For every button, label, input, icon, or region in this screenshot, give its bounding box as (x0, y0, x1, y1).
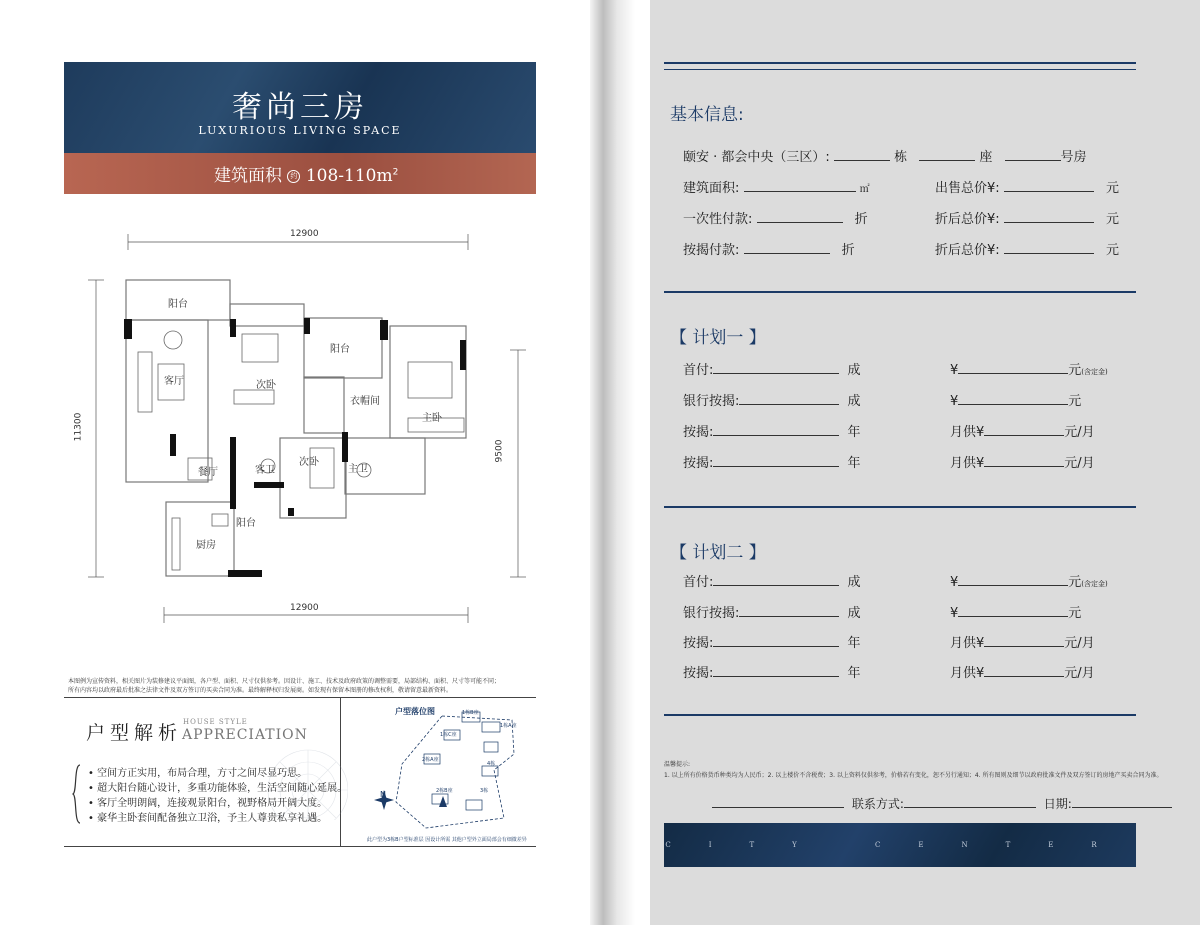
loan-label: 按揭: (683, 636, 714, 651)
basic-info-title: 基本信息: (670, 105, 744, 125)
plan-1-bank-amount-row (950, 390, 1081, 409)
decorative-compass-rose-icon (238, 730, 348, 820)
discount-unit: 折 (841, 243, 855, 258)
plan-2-down-field[interactable] (713, 575, 839, 586)
year-unit: 年 (847, 636, 861, 651)
building-field[interactable] (834, 150, 890, 161)
plan-2-bank-amount-field[interactable] (958, 606, 1068, 617)
area-approx-icon: 约 (287, 170, 300, 183)
unit-subtitle: LUXURIOUS LIVING SPACE (198, 124, 402, 137)
contact-label: 联系方式: (851, 797, 904, 811)
plan-1-title: 【 计划一 】 (670, 328, 766, 348)
plan-1-bank-amount-field[interactable] (958, 394, 1068, 405)
site-building: 3栋 (480, 788, 489, 794)
book-spine (590, 0, 650, 925)
plan-1-loan-row-1 (683, 421, 861, 440)
room-guest-bath: 客卫 (255, 465, 275, 476)
floorplan (60, 222, 540, 642)
analysis-en-large: APPRECIATION (182, 727, 308, 743)
year-unit: 年 (847, 425, 861, 440)
area-unit: ㎡ (859, 184, 870, 195)
plan-2-monthly-field-1[interactable] (984, 636, 1064, 647)
monthly-label: 月供¥ (950, 636, 985, 651)
analysis-en-small: HOUSE STYLE (183, 718, 248, 726)
basic-row-after-total-2 (935, 239, 1119, 258)
plan-2-monthly-field-2[interactable] (984, 666, 1064, 677)
basic-row-one-time (683, 208, 868, 227)
cheng-unit: 成 (847, 363, 861, 378)
plan-2-bank-field[interactable] (739, 606, 839, 617)
section-rule (664, 291, 1136, 293)
yen-sign: ¥ (950, 606, 959, 621)
room-unit: 号房 (1060, 150, 1087, 165)
analysis-title: 户型解析 (86, 722, 183, 744)
area-unit-sup: 2 (392, 167, 399, 178)
room-master-bath: 主卫 (348, 464, 368, 475)
disclaimer-line-2: 所有内容均以政府最后批准之法律文件及双方签订的买卖合同为准。最终解释权归发展商。如发现有保留本图册的修改权利，敬请留意最新资料。 (68, 687, 453, 694)
plan-2-loan-field-1[interactable] (713, 636, 839, 647)
mortgage-label: 按揭付款: (683, 243, 740, 258)
after-total-label: 折后总价¥: (935, 243, 1000, 258)
plan-1-down-row (683, 359, 861, 378)
deposit-note: (含定金) (1081, 368, 1108, 376)
monthly-label: 月供¥ (950, 666, 985, 681)
seat-field[interactable] (919, 150, 975, 161)
after-total-field-1[interactable] (1004, 212, 1094, 223)
tips-text: 1. 以上所有价格货币种类均为人民币；2. 以上楼价不含税费；3. 以上资料仅供参考，价格若有变化，恕不另行通知；4. 所有图则及细节以政府批准文件及双方签订的房地产买卖合同为准。 (664, 772, 1163, 779)
unit-title: 奢尚三房 (232, 90, 368, 125)
top-double-rule (664, 62, 1136, 70)
date-label: 日期: (1043, 797, 1072, 811)
name-field[interactable] (712, 797, 844, 808)
loan-label: 按揭: (683, 456, 714, 471)
analysis-point: • 豪华主卧套间配备独立卫浴，予主人尊贵私享礼遇。 (88, 811, 347, 826)
yen-sign: ¥ (950, 394, 959, 409)
per-month-unit: 元/月 (1064, 636, 1095, 651)
room-second-bed-1: 次卧 (256, 380, 276, 391)
site-plan-title: 户型落位图 (395, 707, 435, 716)
one-time-label: 一次性付款: (683, 212, 753, 227)
plan-2-monthly-row-2 (950, 662, 1095, 681)
divider-rule (64, 697, 536, 698)
plan-2-down-amount-field[interactable] (958, 575, 1068, 586)
yen-sign: ¥ (950, 363, 959, 378)
room-balcony-mid: 阳台 (330, 344, 350, 355)
area-field[interactable] (744, 181, 856, 192)
footer-band (664, 823, 1136, 867)
yuan-unit: 元 (1068, 363, 1082, 378)
room-cloakroom: 衣帽间 (350, 396, 380, 407)
site-building: 1栋A座 (500, 723, 517, 729)
room-dining: 餐厅 (198, 467, 218, 478)
yuan-unit: 元 (1068, 394, 1082, 409)
loan-label: 按揭: (683, 425, 714, 440)
plan-2-bank-row (683, 602, 861, 621)
basic-row-mortgage (683, 239, 855, 258)
down-label: 首付: (683, 363, 714, 378)
room-balcony-kitchen: 阳台 (236, 518, 256, 529)
building-unit: 栋 (894, 150, 908, 165)
per-month-unit: 元/月 (1064, 666, 1095, 681)
room-master-bed: 主卧 (422, 413, 442, 424)
unit-area (214, 161, 398, 186)
site-building: 1栋C座 (440, 732, 457, 738)
analysis-point: • 超大阳台随心设计，多重功能体验，生活空间随心延展。 (88, 781, 347, 796)
year-unit: 年 (847, 666, 861, 681)
footer-text: CITY CENTER (665, 841, 1135, 849)
mortgage-field[interactable] (744, 243, 830, 254)
disclaimer-note (68, 677, 538, 695)
plan-2-monthly-row-1 (950, 632, 1095, 651)
monthly-label: 月供¥ (950, 425, 985, 440)
plan-1-monthly-field-1[interactable] (984, 425, 1064, 436)
floorplan-drawing (60, 222, 540, 642)
plan-1-loan-field-1[interactable] (713, 425, 839, 436)
area-label: 建筑面积: (683, 181, 740, 196)
section-rule (664, 714, 1136, 716)
plan-2-loan-row-2 (683, 662, 861, 681)
cheng-unit: 成 (847, 606, 861, 621)
site-plan-caption: 此户型为3栋B户型标准层 因设计所需 其他户型外立面局部会有细微差异 (367, 837, 527, 843)
compass-north-label: N (380, 790, 386, 799)
plan-2-down-row (683, 571, 861, 590)
site-building: 2栋A座 (422, 757, 439, 763)
basic-row-sale-total (935, 177, 1119, 196)
bank-label: 银行按揭: (683, 606, 740, 621)
plan-2-loan-field-2[interactable] (713, 666, 839, 677)
deposit-note: (含定金) (1081, 580, 1108, 588)
site-building: 2栋B座 (436, 788, 453, 794)
down-label: 首付: (683, 575, 714, 590)
title-banner (64, 62, 536, 194)
analysis-point: • 客厅全明朗阔，连接观景阳台，视野格局开阔大度。 (88, 796, 347, 811)
plan-1-monthly-field-2[interactable] (984, 456, 1064, 467)
plan-2-bank-amount-row (950, 602, 1081, 621)
yuan-unit: 元 (1105, 243, 1119, 258)
plan-1-bank-field[interactable] (739, 394, 839, 405)
dim-right: 9500 (494, 439, 505, 463)
site-building: 4栋 (487, 761, 496, 767)
year-unit: 年 (847, 456, 861, 471)
analysis-point: • 空间方正实用，布局合理，方寸之间尽显巧思。 (88, 766, 347, 781)
sale-total-label: 出售总价¥: (935, 181, 1000, 196)
bank-label: 银行按揭: (683, 394, 740, 409)
section-rule (664, 506, 1136, 508)
area-value: 108-110m (305, 166, 393, 186)
yuan-unit: 元 (1105, 212, 1119, 227)
plan-1-loan-field-2[interactable] (713, 456, 839, 467)
basic-row-project (683, 146, 1087, 165)
room-kitchen: 厨房 (196, 540, 216, 551)
basic-row-after-total-1 (935, 208, 1119, 227)
dim-top: 12900 (290, 229, 319, 239)
dim-bottom: 12900 (290, 603, 319, 613)
room-second-bed-2: 次卧 (299, 457, 319, 468)
dim-left: 11300 (73, 412, 84, 442)
after-total-label: 折后总价¥: (935, 212, 1000, 227)
plan-2-title: 【 计划二 】 (670, 543, 766, 563)
divider-rule-bottom (64, 846, 536, 847)
loan-label: 按揭: (683, 666, 714, 681)
sale-total-field[interactable] (1004, 181, 1094, 192)
room-field[interactable] (1005, 150, 1061, 161)
disclaimer-line-1: 本图例为宣传资料，相关图片为装修建议平面图，各户型、面积、尺寸仅供参考。因设计、施工、技术及政府政策的调整需要，局部结构、面积、尺寸等可能不同； (68, 678, 501, 685)
contact-row (712, 795, 1172, 812)
yuan-unit: 元 (1068, 606, 1082, 621)
yen-sign: ¥ (950, 575, 959, 590)
after-total-field-2[interactable] (1004, 243, 1094, 254)
plan-1-down-amount-field[interactable] (958, 363, 1068, 374)
discount-unit: 折 (854, 212, 868, 227)
room-living: 客厅 (164, 376, 184, 387)
cheng-unit: 成 (847, 575, 861, 590)
plan-1-loan-row-2 (683, 452, 861, 471)
plan-1-down-amount-row (950, 359, 1108, 378)
project-label: 颐安 · 都会中央（三区）: (683, 150, 830, 165)
plan-1-down-field[interactable] (713, 363, 839, 374)
plan-1-monthly-row-2 (950, 452, 1095, 471)
room-balcony-top: 阳台 (168, 299, 188, 310)
brace-icon (72, 764, 82, 824)
contact-field[interactable] (904, 797, 1036, 808)
area-label: 建筑面积 (214, 166, 282, 186)
plan-1-monthly-row-1 (950, 421, 1095, 440)
per-month-unit: 元/月 (1064, 456, 1095, 471)
yuan-unit: 元 (1105, 181, 1119, 196)
plan-1-bank-row (683, 390, 861, 409)
monthly-label: 月供¥ (950, 456, 985, 471)
cheng-unit: 成 (847, 394, 861, 409)
seat-unit: 座 (979, 150, 993, 165)
site-building: 1栋B座 (462, 710, 479, 716)
tips-title: 温馨提示: (664, 761, 691, 768)
plan-2-loan-row-1 (683, 632, 861, 651)
date-field[interactable] (1072, 797, 1172, 808)
plan-2-down-amount-row (950, 571, 1108, 590)
yuan-unit: 元 (1068, 575, 1082, 590)
one-time-field[interactable] (757, 212, 843, 223)
basic-row-area (683, 177, 870, 196)
per-month-unit: 元/月 (1064, 425, 1095, 440)
